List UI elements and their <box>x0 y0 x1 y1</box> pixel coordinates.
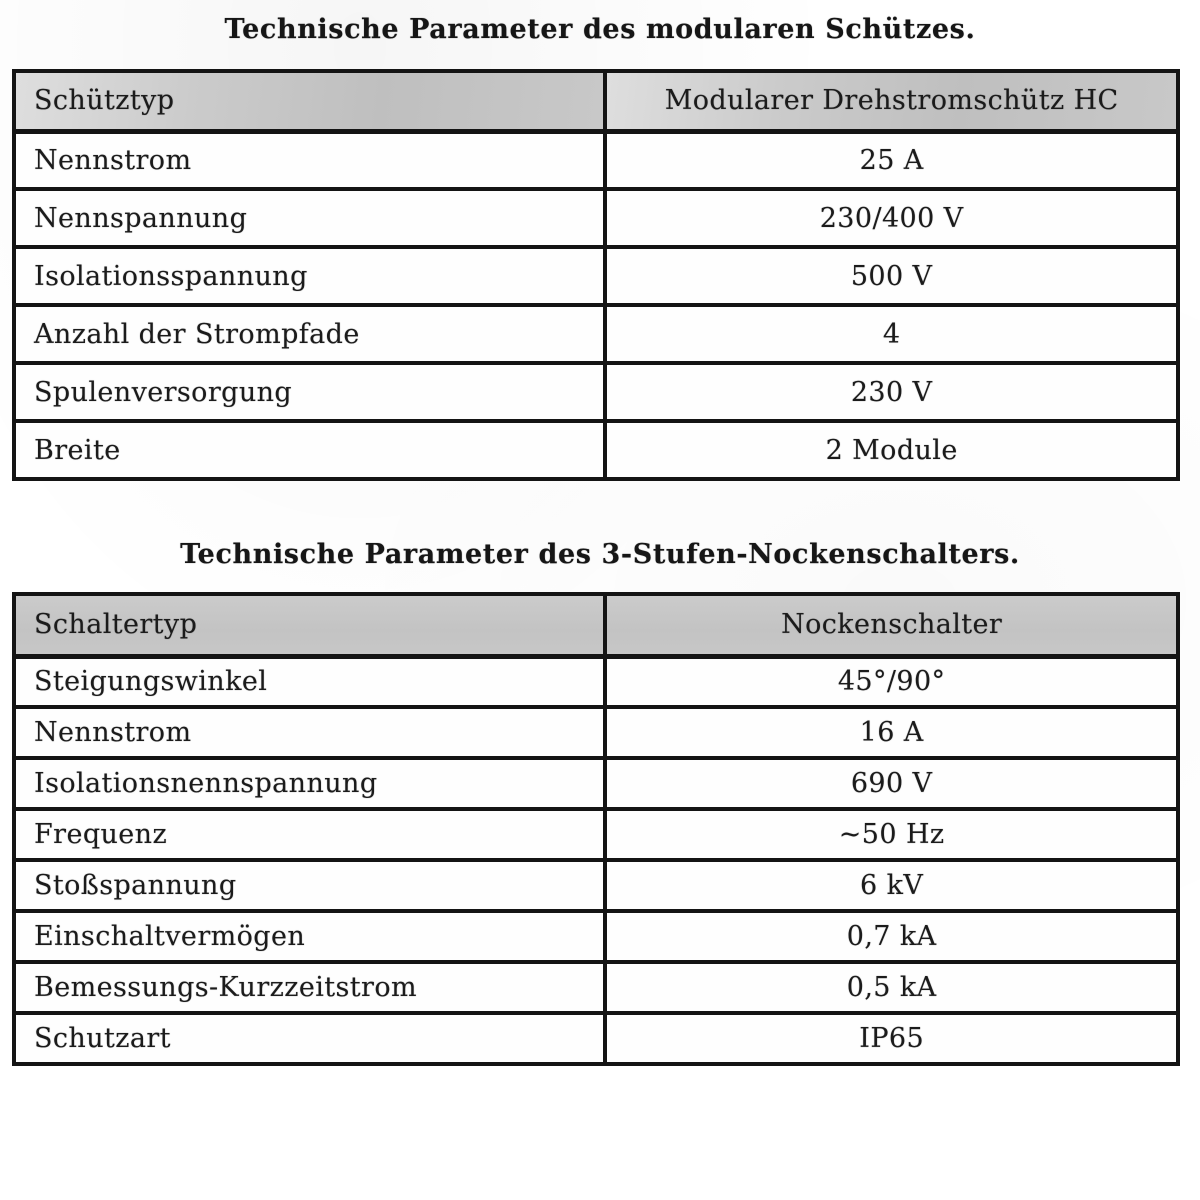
table-row <box>14 758 1178 809</box>
row-label: Isolationsspannung <box>14 247 605 305</box>
row-label: Nennspannung <box>14 189 605 247</box>
table2-title: Technische Parameter des 3-Stufen-Nockenschalters. <box>180 539 1020 570</box>
row-label: Anzahl der Strompfade <box>14 305 605 363</box>
row-value: 4 <box>605 305 1178 363</box>
row-value: 690 V <box>605 758 1178 809</box>
table2-header-row <box>14 594 1178 656</box>
row-label: Nennstrom <box>14 131 605 189</box>
row-value: IP65 <box>605 1013 1178 1064</box>
row-value: 0,7 kA <box>605 911 1178 962</box>
table-row <box>14 131 1178 189</box>
table-row <box>14 363 1178 421</box>
row-label: Nennstrom <box>14 707 605 758</box>
table-row <box>14 247 1178 305</box>
row-label: Bemessungs-Kurzzeitstrom <box>14 962 605 1013</box>
table2-header-value: Nockenschalter <box>605 594 1178 656</box>
row-label: Isolationsnennspannung <box>14 758 605 809</box>
row-value: 25 A <box>605 131 1178 189</box>
table-row <box>14 421 1178 479</box>
row-value: 16 A <box>605 707 1178 758</box>
row-value: 0,5 kA <box>605 962 1178 1013</box>
row-value: 500 V <box>605 247 1178 305</box>
table-row <box>14 860 1178 911</box>
row-label: Breite <box>14 421 605 479</box>
row-value: 230 V <box>605 363 1178 421</box>
table1-header-label: Schütztyp <box>14 71 605 131</box>
row-label: Spulenversorgung <box>14 363 605 421</box>
row-label: Schutzart <box>14 1013 605 1064</box>
table1-title: Technische Parameter des modularen Schützes. <box>224 14 976 45</box>
row-value: ~50 Hz <box>605 809 1178 860</box>
table-modular-contactor <box>12 69 1180 481</box>
table-row <box>14 962 1178 1013</box>
row-value: 6 kV <box>605 860 1178 911</box>
row-label: Stoßspannung <box>14 860 605 911</box>
row-value: 230/400 V <box>605 189 1178 247</box>
table-row <box>14 707 1178 758</box>
table-row <box>14 809 1178 860</box>
table1-header-value: Modularer Drehstromschütz HC <box>605 71 1178 131</box>
row-value: 2 Module <box>605 421 1178 479</box>
table-cam-switch <box>12 592 1180 1066</box>
table-row <box>14 911 1178 962</box>
table-row <box>14 1013 1178 1064</box>
table1-header-row <box>14 71 1178 131</box>
row-label: Steigungswinkel <box>14 656 605 707</box>
table-row <box>14 656 1178 707</box>
table-row <box>14 189 1178 247</box>
table2-header-label: Schaltertyp <box>14 594 605 656</box>
row-value: 45°/90° <box>605 656 1178 707</box>
table-row <box>14 305 1178 363</box>
row-label: Einschaltvermögen <box>14 911 605 962</box>
row-label: Frequenz <box>14 809 605 860</box>
